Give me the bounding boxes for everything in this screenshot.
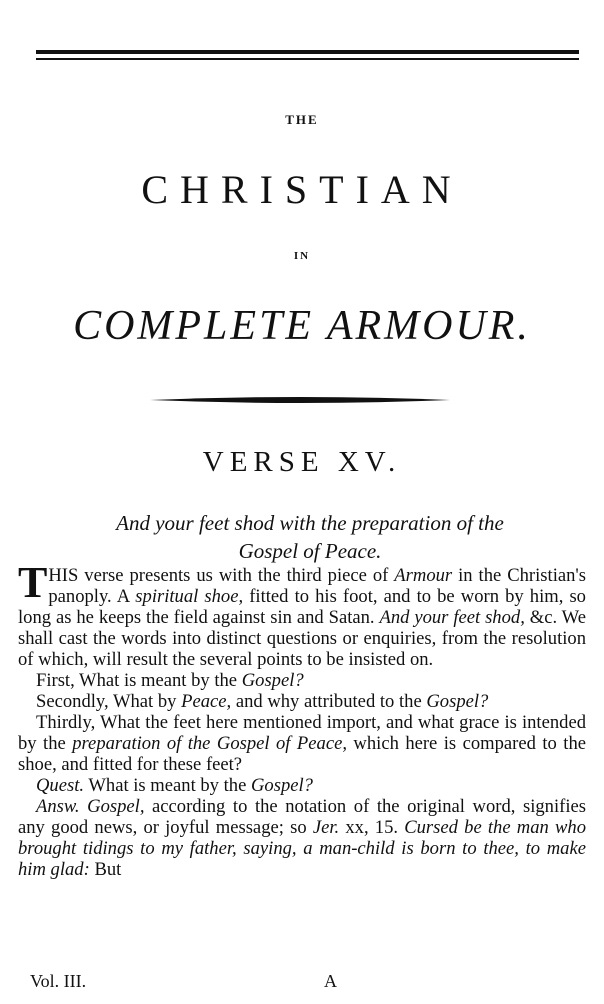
text-run: &c. We shall cast the words into distinct questions or enquiries, from the resolution of which, will result the several points to be insisted on. [18, 607, 587, 670]
title-in: IN [293, 250, 311, 262]
text-run: Peace, [181, 691, 232, 712]
paragraph-third [18, 712, 586, 775]
top-rule-thin [36, 58, 579, 60]
text-run: in the Christian's panoply. A [48, 565, 586, 607]
text-run: according to the notation of the original word, signifies any good news, or joyful message; so [18, 796, 586, 838]
text-run: HIS verse presents us with the third piece of [48, 565, 395, 586]
text-run: fitted to his foot, and to be worn by him, so long as he keeps the field against sin and Satan. [18, 586, 586, 628]
drop-cap: T [18, 558, 48, 607]
text-run: preparation of the Gospel of Peace, [72, 733, 347, 754]
text-run: Thirdly, What the feet here mentioned import, and what grace is intended by the [18, 712, 586, 754]
text-run: which here is compared to the shoe, and fitted for these feet? [18, 733, 586, 775]
volume-number: Vol. III. [30, 971, 87, 991]
text-run: spiritual shoe, [135, 586, 244, 607]
text-run: Secondly, What by [36, 691, 182, 712]
title-complete-armour: COMPLETE ARMOUR. [73, 303, 531, 349]
paragraph-question [18, 775, 586, 796]
text-run: Gospel? [426, 691, 489, 712]
text-run: First, What is meant by the [36, 670, 242, 691]
paragraph-first [18, 670, 586, 691]
title-christian: CHRISTIAN [141, 167, 463, 212]
paragraph-answer [18, 796, 586, 880]
text-run: What is meant by the [84, 775, 251, 796]
text-run: xx, 15. [339, 817, 405, 838]
text-run: Jer. [312, 817, 340, 838]
body-text [18, 558, 587, 880]
text-run: And your feet shod, [379, 607, 525, 628]
epigraph-line-2: Gospel of Peace. [238, 539, 382, 563]
epigraph-line-1: And your feet shod with the preparation of the [116, 511, 504, 535]
page-footer [30, 971, 586, 995]
paragraph-second [18, 691, 586, 712]
verse-heading: VERSE XV. [202, 446, 402, 478]
text-run: Answ. Gospel, [36, 796, 145, 817]
title-the: THE [285, 112, 319, 127]
text-run: Gospel? [241, 670, 304, 691]
text-run: Cursed be the man who brought tidings to my father, saying, a man-child is born to thee, to make him glad: [18, 817, 586, 880]
paragraph-intro [18, 558, 587, 670]
text-run: Armour [394, 565, 453, 586]
text-run: Gospel? [251, 775, 313, 796]
ornamental-rule [150, 392, 450, 408]
signature-mark: A [324, 971, 337, 991]
text-run: and why attributed to the [231, 691, 427, 712]
text-run: Quest. [36, 775, 85, 796]
top-rule-thick [36, 50, 579, 54]
text-run: But [89, 859, 122, 880]
verse-epigraph [60, 509, 560, 565]
